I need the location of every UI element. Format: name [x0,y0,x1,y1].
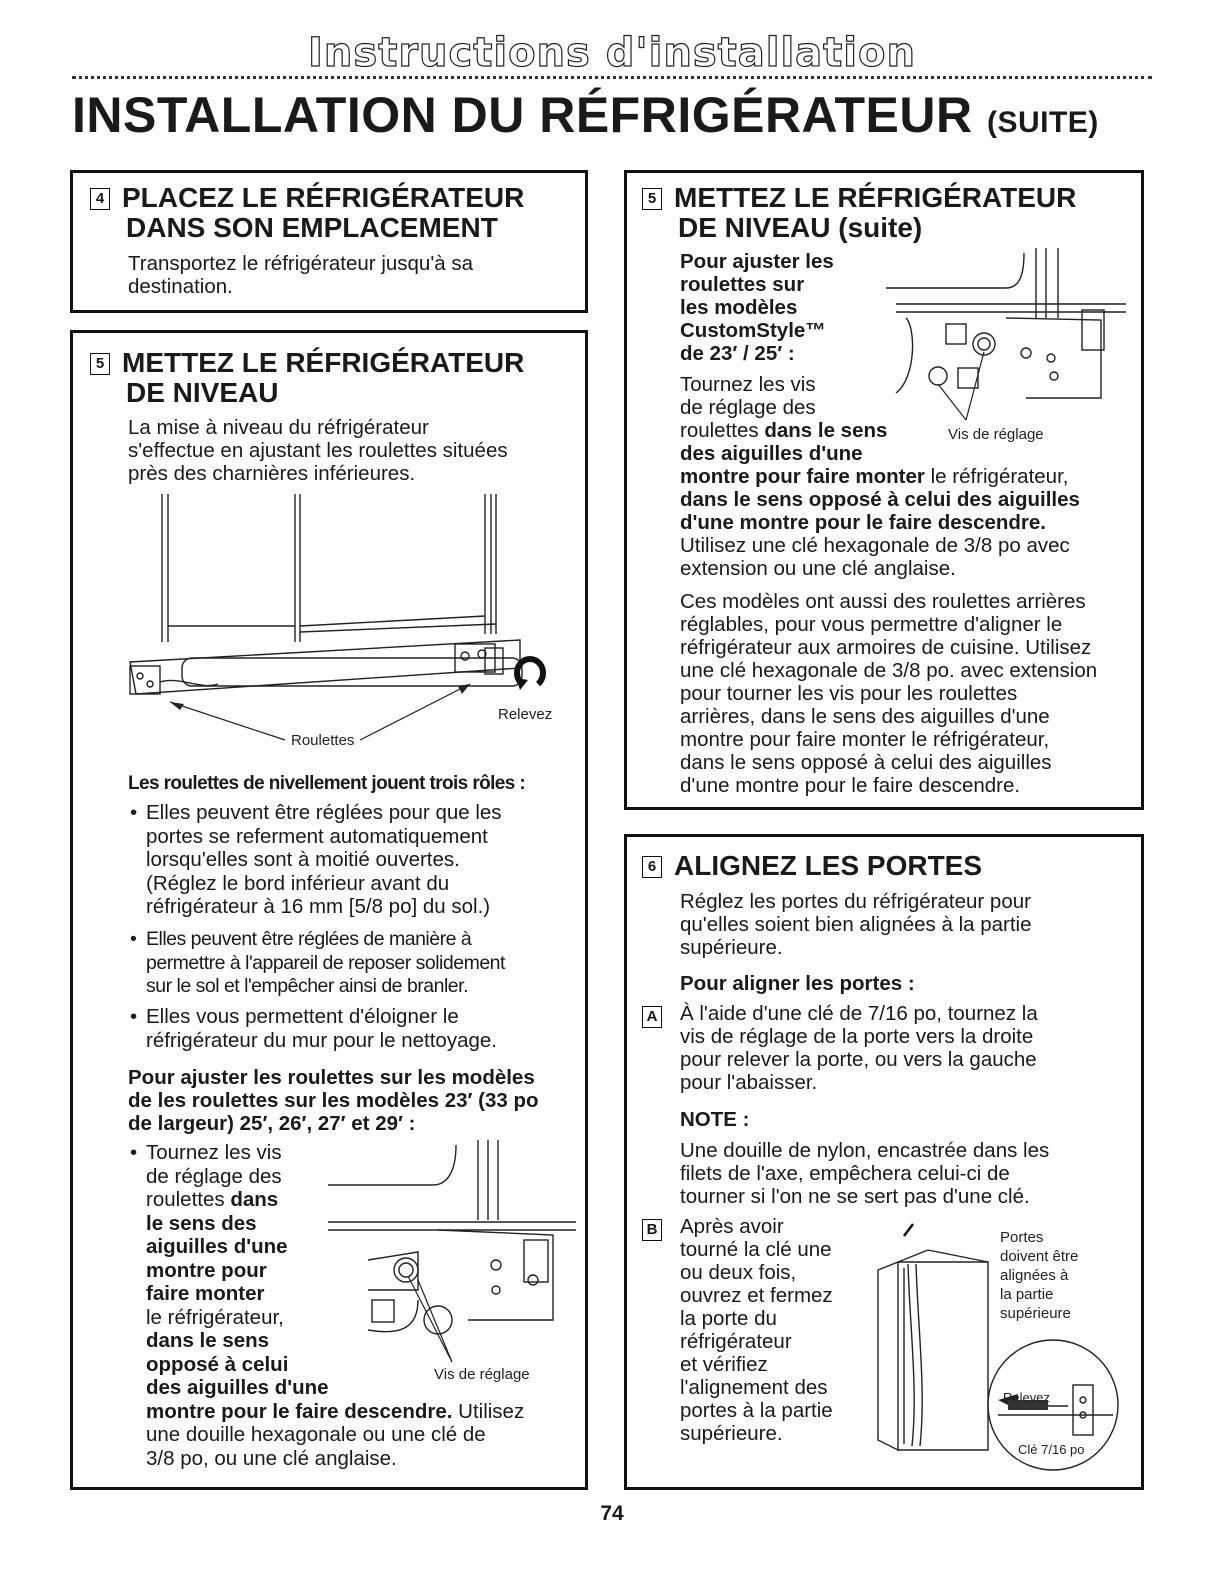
customstyle-screw-illustration [886,248,1131,428]
adjust-screw-illustration [328,1140,578,1370]
align-step-a: À l'aide d'une clé de 7/16 po, tournez la vis de réglage de la porte vers la droite pour relever la porte, ou vers la gauche pour l'abaisser. [680,1002,1038,1094]
box-level-intro: La mise à niveau du réfrigérateur s'effectue en ajustant les roulettes situées près des charnières inférieures. [128,416,508,485]
label-raise: Relevez [1003,1390,1050,1405]
section-title: Instructions d'installation [308,30,916,76]
note-label: NOTE : [680,1108,750,1131]
door-alignment-illustration [868,1210,1130,1472]
align-step-b: Après avoir tourné la clé une ou deux fois, ouvrez et fermez la porte du réfrigérateur et vérifiez l'alignement des portes à la partie supérieure. [680,1215,833,1445]
box-place-body: Transportez le réfrigérateur jusqu'à sa destination. [128,252,473,298]
step-number-6: 6 [642,856,662,878]
align-intro: Réglez les portes du réfrigérateur pour qu'elles soient bien alignées à la partie supérieure. [680,890,1032,959]
bullet-item: • Elles peuvent être réglées de manière à permettre à l'appareil de reposer solidement sur le sol et l'empêcher ainsi de branler. [146,928,505,999]
bullet-item: • Elles peuvent être réglées pour que les portes se referment automatiquement lorsqu'elles sont à moitié ouvertes. (Réglez le bord inférieur avant du réfrigérateur à 16 mm [5/8 po] du sol.) [146,801,502,919]
customstyle-instructions: Tournez les vis de réglage des roulettes dans le sens des aiguilles d'une montre pour faire monter le réfrigérateur, dans le sens opposé à celui des aiguilles d'une montre pour le faire descendre. Utilisez une clé hexagonale de 3/8 po avec extension ou une clé anglaise. [680,373,1080,580]
bullet-item: • Elles vous permettent d'éloigner le réfrigérateur du mur pour le nettoyage. [146,1005,497,1052]
rear-rollers-text: Ces modèles ont aussi des roulettes arrières réglables, pour vous permettre d'aligner le réfrigérateur aux armoires de cuisine. Utilisez une clé hexagonale de 3/8 po. avec extension pour tourner les vis pour les roulettes arrières, dans le sens des aiguilles d'une montre pour faire monter le réfrigérateur, dans le sens opposé à celui des aiguilles d'une montre pour le faire descendre. [680,590,1098,797]
label-raise: Relevez [498,706,553,723]
box-level-title: 5 METTEZ LE RÉFRIGÉRATEUR DE NIVEAU [90,348,524,408]
label-adjust-screw: Vis de réglage [948,426,1044,443]
step-number-5: 5 [642,188,662,210]
step-number-4: 4 [90,188,110,210]
box-place-title: 4 PLACEZ LE RÉFRIGÉRATEUR DANS SON EMPLACEMENT [90,183,524,243]
note-text: Une douille de nylon, encastrée dans les filets de l'axe, empêchera celui-ci de tourner si l'on ne se sert pas d'une clé. [680,1139,1050,1208]
step-number-5: 5 [90,353,110,375]
roles-heading: Les roulettes de nivellement jouent trois rôles : [128,773,526,794]
step-letter-b: B [642,1219,662,1241]
door-figure-caption: Portes doivent être alignées à la partie supérieure [1000,1229,1079,1322]
models-heading: Pour ajuster les roulettes sur les modèles de les roulettes sur les modèles 23′ (33 po de largeur) 25′, 26′, 27′ et 29′ : [128,1066,539,1135]
page-title-suffix: (SUITE) [986,106,1099,139]
customstyle-heading: Pour ajuster les roulettes sur les modèles CustomStyle™ de 23′ / 25′ : [680,250,834,365]
box-align-title: 6 ALIGNEZ LES PORTES [642,851,982,881]
align-subheading: Pour aligner les portes : [680,972,915,995]
header-divider [72,76,1152,79]
bullet-item: • Tournez les vis de réglage des roulettes dans le sens des aiguilles d'une montre pour faire monter le réfrigérateur, dans le sens opposé à celui des aiguilles d'une montre pour le faire descendre. Utilisez une douille hexagonale ou une clé de 3/8 po, ou une clé anglaise. [146,1141,524,1470]
page-title: INSTALLATION DU RÉFRIGÉRATEUR (SUITE) [72,87,1099,143]
label-adjust-screw: Vis de réglage [434,1366,530,1383]
box-level-suite-title: 5 METTEZ LE RÉFRIGÉRATEUR DE NIVEAU (suite) [642,183,1076,243]
page-number: 74 [600,1502,624,1525]
label-rollers: Roulettes [291,732,355,749]
label-key: Clé 7/16 po [1018,1442,1085,1457]
step-letter-a: A [642,1006,662,1028]
